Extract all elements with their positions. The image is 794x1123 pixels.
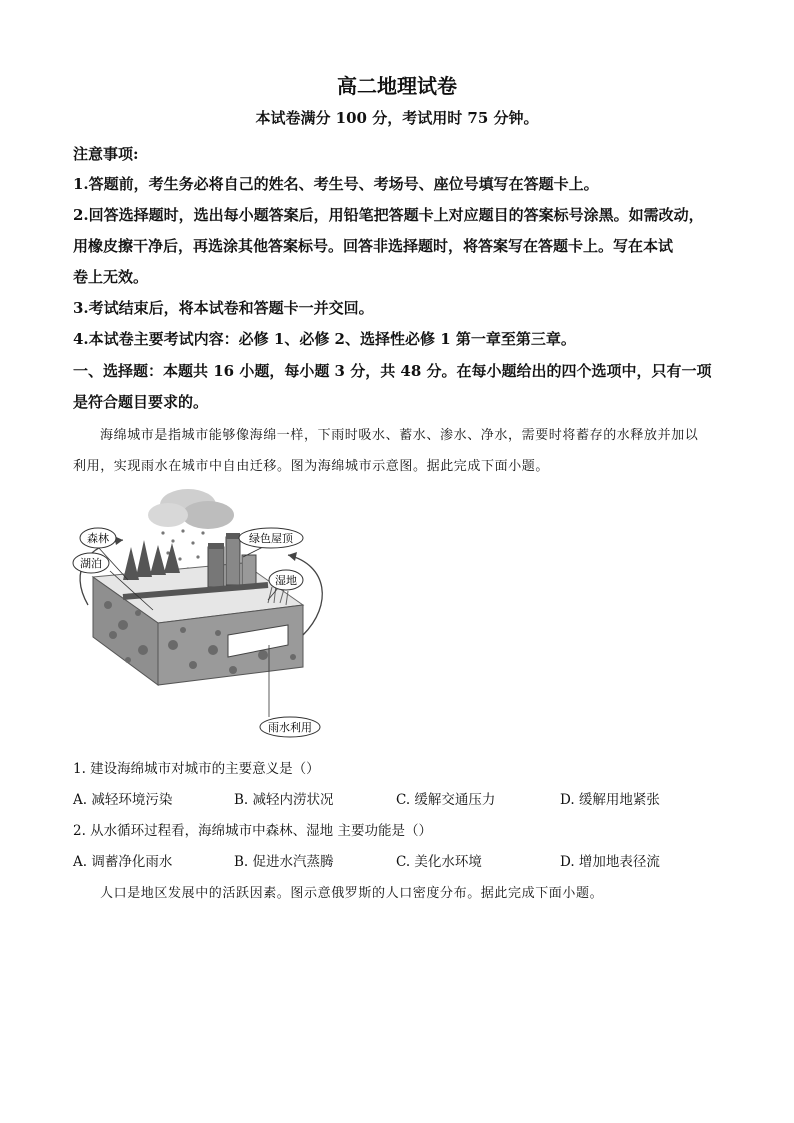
cloud-icon (148, 489, 234, 529)
label-lake: 湖泊 (80, 557, 102, 570)
section-heading-cont: 是符合题目要求的。 (73, 393, 209, 411)
passage-text: 海绵城市是指城市能够像海绵一样，下雨时吸水、蓄水、渗水、净水，需要时将蓄存的水释放并加以 (100, 428, 699, 443)
q1-option-d: D. 缓解用地紧张 (560, 792, 660, 808)
exam-info: 本试卷满分 100 分，考试用时 75 分钟。 (255, 109, 539, 127)
label-forest: 森林 (87, 532, 109, 545)
note-item: 1.答题前，考生务必将自己的姓名、考生号、考场号、座位号填写在答题卡上。 (73, 175, 599, 193)
question-1-stem: 1. 建设海绵城市对城市的主要意义是（） (73, 761, 320, 777)
notes-heading: 注意事项: (73, 145, 139, 163)
section-heading: 一、选择题：本题共 16 小题，每小题 3 分，共 48 分。在每小题给出的四个选项中，只有一项 (73, 362, 712, 380)
q1-option-c: C. 缓解交通压力 (396, 792, 496, 808)
label-wetland: 湿地 (275, 574, 297, 587)
label-green-roof: 绿色屋顶 (249, 532, 293, 545)
question-2-stem: 2. 从水循环过程看，海绵城市中森林、湿地 主要功能是（） (73, 823, 432, 839)
q1-option-a: A. 减轻环境污染 (73, 792, 173, 808)
q2-option-d: D. 增加地表径流 (560, 854, 660, 870)
q1-option-b: B. 减轻内涝状况 (234, 792, 334, 808)
label-rain-use: 雨水利用 (268, 721, 312, 734)
q2-option-c: C. 美化水环境 (396, 854, 482, 870)
note-item: 卷上无效。 (73, 268, 149, 286)
q2-option-b: B. 促进水汽蒸腾 (234, 854, 334, 870)
note-item: 3.考试结束后，将本试卷和答题卡一并交回。 (73, 299, 374, 317)
page-title: 高二地理试卷 (337, 74, 457, 98)
note-item: 2.回答选择题时，选出每小题答案后，用铅笔把答题卡上对应题目的答案标号涂黑。如需改动， (73, 206, 704, 224)
note-item: 4.本试卷主要考试内容：必修 1、必修 2、选择性必修 1 第一章至第三章。 (73, 330, 576, 348)
sponge-city-figure (68, 485, 338, 740)
note-item: 用橡皮擦干净后，再选涂其他答案标号。回答非选择题时，将答案写在答题卡上。写在本试 (73, 237, 674, 255)
q2-option-a: A. 调蓄净化雨水 (73, 854, 173, 870)
passage-text: 利用，实现雨水在城市中自由迁移。图为海绵城市示意图。据此完成下面小题。 (73, 459, 550, 474)
passage-text: 人口是地区发展中的活跃因素。图示意俄罗斯的人口密度分布。据此完成下面小题。 (100, 886, 604, 901)
